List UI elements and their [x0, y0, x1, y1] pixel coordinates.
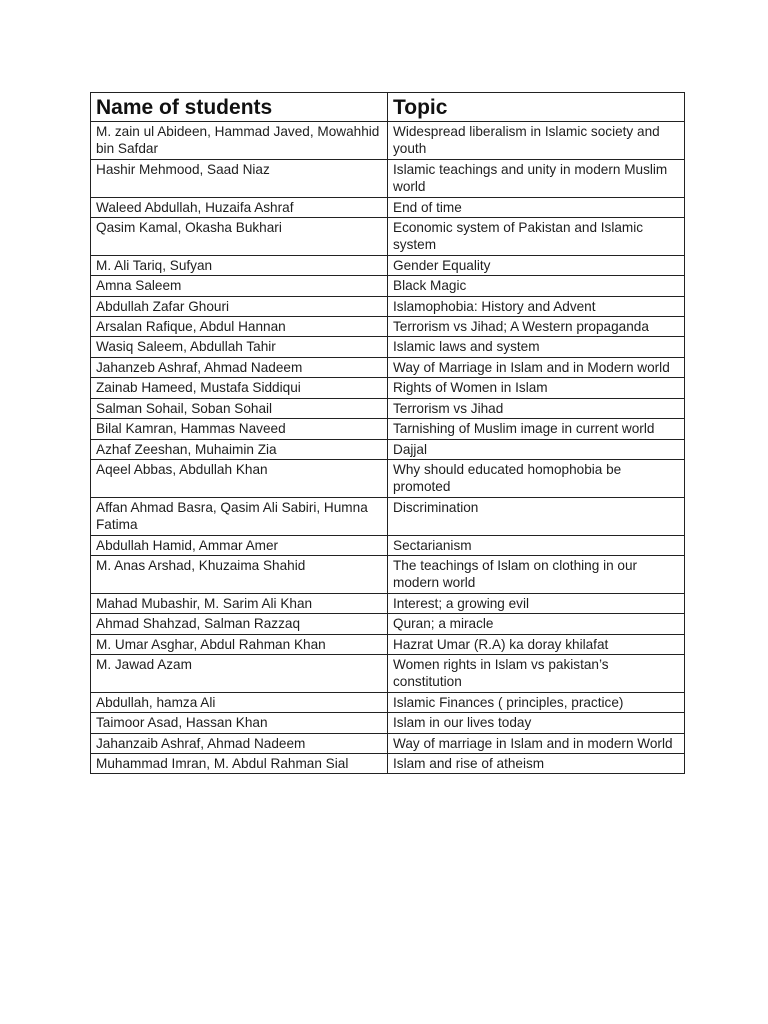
student-names-cell: Wasiq Saleem, Abdullah Tahir	[91, 337, 388, 357]
student-names-cell: Ahmad Shahzad, Salman Razzaq	[91, 614, 388, 634]
header-topic: Topic	[388, 93, 685, 122]
student-names-cell: Abdullah Zafar Ghouri	[91, 296, 388, 316]
student-names-cell: Waleed Abdullah, Huzaifa Ashraf	[91, 197, 388, 217]
table-row	[91, 692, 685, 712]
student-names-cell: Aqeel Abbas, Abdullah Khan	[91, 459, 388, 497]
table-row	[91, 634, 685, 654]
table-row	[91, 296, 685, 316]
topic-cell: Tarnishing of Muslim image in current world	[388, 419, 685, 439]
table-row	[91, 754, 685, 774]
topic-cell: Islamophobia: History and Advent	[388, 296, 685, 316]
student-names-cell: M. Ali Tariq, Sufyan	[91, 255, 388, 275]
topic-cell: Black Magic	[388, 276, 685, 296]
topic-cell: Hazrat Umar (R.A) ka doray khilafat	[388, 634, 685, 654]
table-row	[91, 614, 685, 634]
table-row	[91, 398, 685, 418]
table-row	[91, 593, 685, 613]
table-row	[91, 317, 685, 337]
table-row	[91, 378, 685, 398]
table-row	[91, 555, 685, 593]
table-row	[91, 459, 685, 497]
header-name-of-students: Name of students	[91, 93, 388, 122]
topic-cell: Islam and rise of atheism	[388, 754, 685, 774]
student-names-cell: Hashir Mehmood, Saad Niaz	[91, 159, 388, 197]
student-names-cell: Zainab Hameed, Mustafa Siddiqui	[91, 378, 388, 398]
table-row	[91, 357, 685, 377]
student-names-cell: M. zain ul Abideen, Hammad Javed, Mowahhid bin Safdar	[91, 122, 388, 160]
topic-cell: Economic system of Pakistan and Islamic system	[388, 218, 685, 256]
topic-cell: Way of Marriage in Islam and in Modern world	[388, 357, 685, 377]
student-names-cell: M. Umar Asghar, Abdul Rahman Khan	[91, 634, 388, 654]
student-names-cell: Taimoor Asad, Hassan Khan	[91, 713, 388, 733]
table-row	[91, 122, 685, 160]
table-row	[91, 419, 685, 439]
table-row	[91, 255, 685, 275]
topic-cell: End of time	[388, 197, 685, 217]
topic-cell: Sectarianism	[388, 535, 685, 555]
table-header-row	[91, 93, 685, 122]
student-names-cell: M. Jawad Azam	[91, 654, 388, 692]
student-names-cell: Qasim Kamal, Okasha Bukhari	[91, 218, 388, 256]
table-row	[91, 197, 685, 217]
student-names-cell: Mahad Mubashir, M. Sarim Ali Khan	[91, 593, 388, 613]
table-row	[91, 218, 685, 256]
topic-cell: Islamic laws and system	[388, 337, 685, 357]
topic-cell: Islam in our lives today	[388, 713, 685, 733]
table-row	[91, 439, 685, 459]
topic-cell: The teachings of Islam on clothing in our modern world	[388, 555, 685, 593]
table-row	[91, 733, 685, 753]
topic-cell: Rights of Women in Islam	[388, 378, 685, 398]
student-names-cell: M. Anas Arshad, Khuzaima Shahid	[91, 555, 388, 593]
topic-cell: Why should educated homophobia be promoted	[388, 459, 685, 497]
student-names-cell: Muhammad Imran, M. Abdul Rahman Sial	[91, 754, 388, 774]
topics-table	[90, 92, 685, 774]
topic-cell: Dajjal	[388, 439, 685, 459]
student-names-cell: Salman Sohail, Soban Sohail	[91, 398, 388, 418]
table-row	[91, 497, 685, 535]
topic-cell: Quran; a miracle	[388, 614, 685, 634]
student-names-cell: Abdullah, hamza Ali	[91, 692, 388, 712]
student-names-cell: Abdullah Hamid, Ammar Amer	[91, 535, 388, 555]
student-names-cell: Affan Ahmad Basra, Qasim Ali Sabiri, Humna Fatima	[91, 497, 388, 535]
table-row	[91, 159, 685, 197]
topic-cell: Islamic teachings and unity in modern Muslim world	[388, 159, 685, 197]
table-row	[91, 276, 685, 296]
student-names-cell: Arsalan Rafique, Abdul Hannan	[91, 317, 388, 337]
topic-cell: Islamic Finances ( principles, practice)	[388, 692, 685, 712]
topic-cell: Terrorism vs Jihad	[388, 398, 685, 418]
topic-cell: Terrorism vs Jihad; A Western propaganda	[388, 317, 685, 337]
table-row	[91, 337, 685, 357]
student-names-cell: Jahanzeb Ashraf, Ahmad Nadeem	[91, 357, 388, 377]
table-row	[91, 654, 685, 692]
student-names-cell: Amna Saleem	[91, 276, 388, 296]
student-names-cell: Bilal Kamran, Hammas Naveed	[91, 419, 388, 439]
student-names-cell: Azhaf Zeeshan, Muhaimin Zia	[91, 439, 388, 459]
topic-cell: Widespread liberalism in Islamic society and youth	[388, 122, 685, 160]
topic-cell: Discrimination	[388, 497, 685, 535]
table-row	[91, 713, 685, 733]
table-row	[91, 535, 685, 555]
topic-cell: Gender Equality	[388, 255, 685, 275]
topic-cell: Way of marriage in Islam and in modern World	[388, 733, 685, 753]
student-names-cell: Jahanzaib Ashraf, Ahmad Nadeem	[91, 733, 388, 753]
topic-cell: Interest; a growing evil	[388, 593, 685, 613]
table-body	[91, 122, 685, 774]
topic-cell: Women rights in Islam vs pakistan’s constitution	[388, 654, 685, 692]
